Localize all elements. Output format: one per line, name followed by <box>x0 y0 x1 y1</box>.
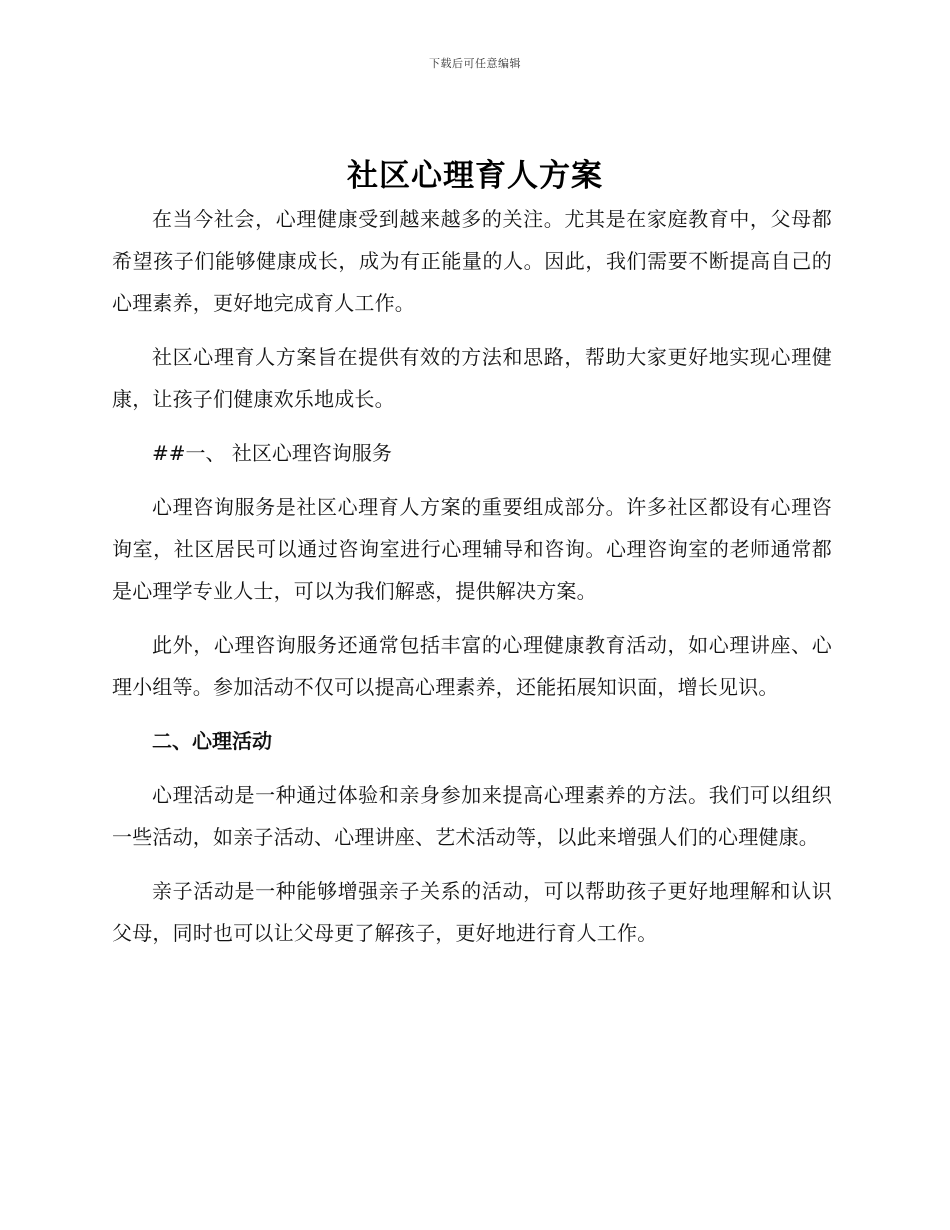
paragraph-purpose: 社区心理育人方案旨在提供有效的方法和思路，帮助大家更好地实现心理健康，让孩子们健康欢乐地成长。 <box>112 345 832 411</box>
header-note: 下载后可任意编辑 <box>429 57 521 70</box>
paragraph-counseling-activities: 此外，心理咨询服务还通常包括丰富的心理健康教育活动，如心理讲座、心理小组等。参加活动不仅可以提高心理素养，还能拓展知识面，增长见识。 <box>112 633 832 699</box>
document-title: 社区心理育人方案 <box>347 158 603 194</box>
section-heading-activities: 二、心理活动 <box>152 729 272 753</box>
section-heading-counseling: ##一、 社区心理咨询服务 <box>152 441 392 465</box>
paragraph-activities: 心理活动是一种通过体验和亲身参加来提高心理素养的方法。我们可以组织一些活动，如亲子活动、心理讲座、艺术活动等，以此来增强人们的心理健康。 <box>112 783 832 849</box>
paragraph-parent-child: 亲子活动是一种能够增强亲子关系的活动，可以帮助孩子更好地理解和认识父母，同时也可以让父母更了解孩子，更好地进行育人工作。 <box>112 879 832 945</box>
paragraph-counseling-service: 心理咨询服务是社区心理育人方案的重要组成部分。许多社区都设有心理咨询室，社区居民可以通过咨询室进行心理辅导和咨询。心理咨询室的老师通常都是心理学专业人士，可以为我们解惑，提供解决方案。 <box>112 495 832 603</box>
paragraph-intro: 在当今社会，心理健康受到越来越多的关注。尤其是在家庭教育中，父母都希望孩子们能够健康成长，成为有正能量的人。因此，我们需要不断提高自己的心理素养，更好地完成育人工作。 <box>112 207 832 315</box>
document-body <box>112 198 832 966</box>
